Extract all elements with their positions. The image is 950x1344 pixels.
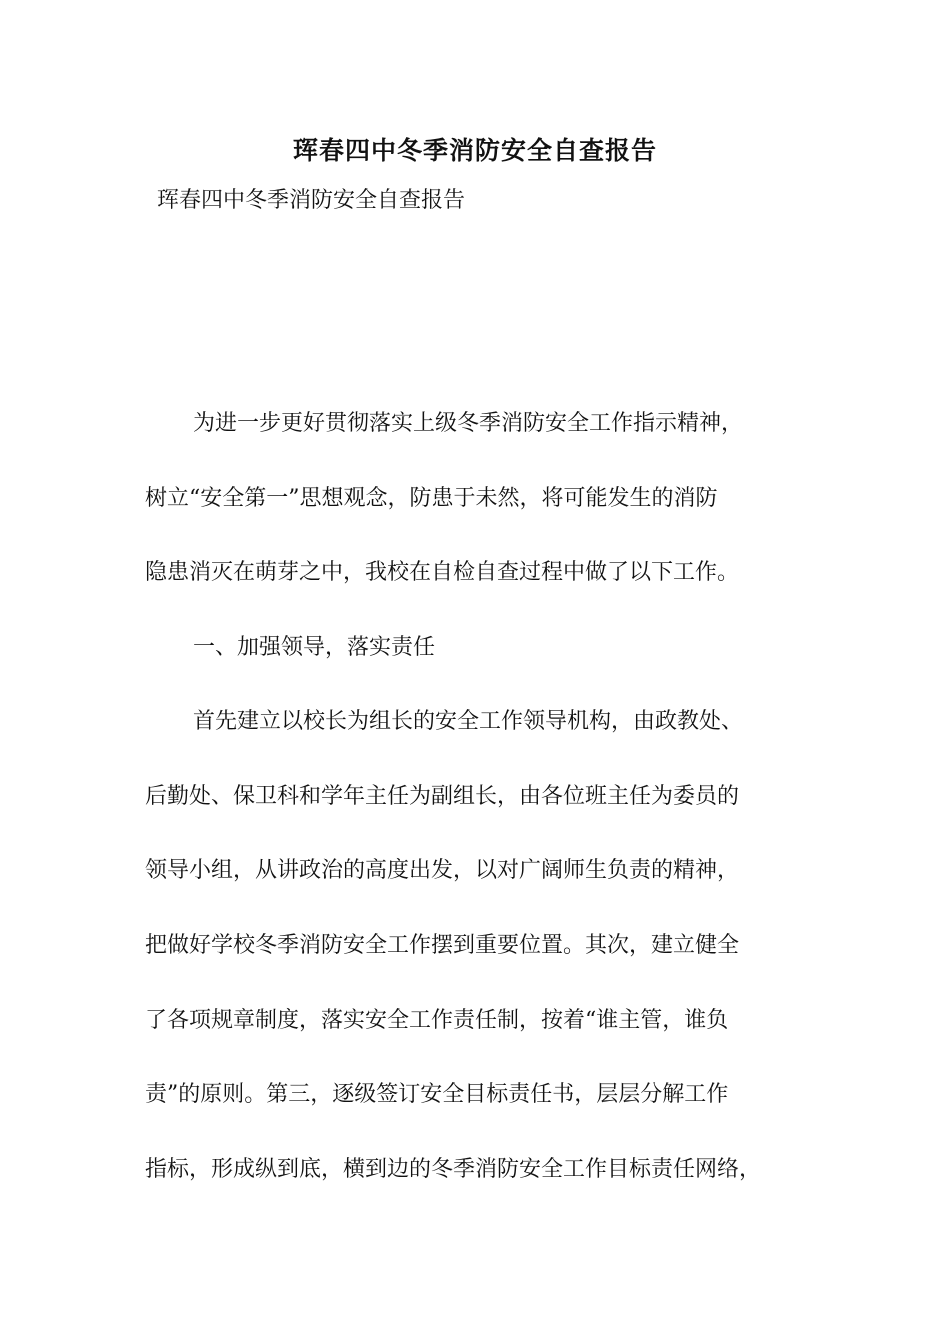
paragraph-line: 了各项规章制度，落实安全工作责任制，按着“谁主管，谁负: [145, 1008, 729, 1033]
paragraph-line: 把做好学校冬季消防安全工作摆到重要位置。其次，建立健全: [145, 933, 740, 958]
paragraph-line: 指标，形成纵到底，横到边的冬季消防安全工作目标责任网络，: [145, 1157, 762, 1182]
paragraph-line: 为进一步更好贯彻落实上级冬季消防安全工作指示精神，: [193, 411, 744, 436]
paragraph-line: 领导小组，从讲政治的高度出发，以对广阔师生负责的精神，: [145, 858, 740, 883]
document-subtitle: 珲春四中冬季消防安全自查报告: [157, 188, 466, 213]
document-title: 珲春四中冬季消防安全自查报告: [292, 136, 657, 165]
paragraph-line: 首先建立以校长为组长的安全工作领导机构，由政教处、: [193, 709, 744, 734]
section-heading: 一、加强领导，落实责任: [193, 635, 436, 660]
paragraph-line: 树立“安全第一”思想观念，防患于未然，将可能发生的消防: [145, 486, 718, 511]
paragraph-line: 责”的原则。第三，逐级签订安全目标责任书，层层分解工作: [145, 1082, 729, 1107]
paragraph-line: 后勤处、保卫科和学年主任为副组长，由各位班主任为委员的: [145, 784, 740, 809]
paragraph-line: 隐患消灭在萌芽之中，我校在自检自查过程中做了以下工作。: [145, 560, 740, 585]
